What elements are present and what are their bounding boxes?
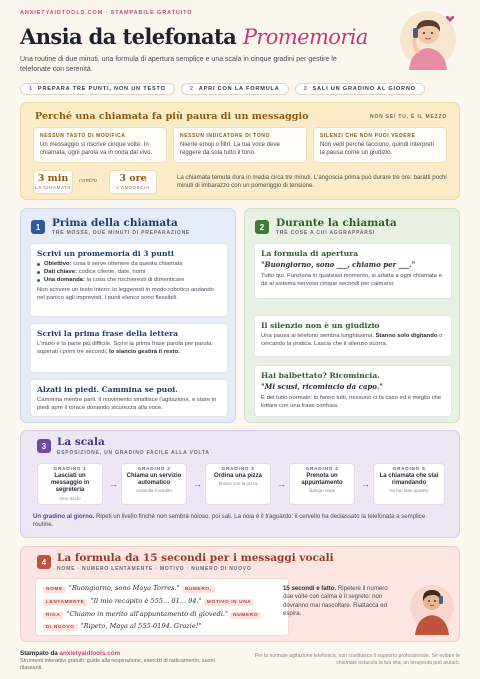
step-heading: GRADINO 1 [53, 467, 87, 472]
steps-row [20, 83, 460, 95]
card-title: Hai balbettato? Ricomincia. [261, 371, 380, 380]
card-first-sentence [30, 323, 228, 373]
fact-heading: SILENZI CHE NON PUOI VEDERE [320, 133, 416, 139]
call-duration-label: LA CHIAMATA [35, 185, 71, 190]
section-subtitle: NOME · NUMERO LENTAMENTE · MOTIVO · NUMERO DI NUOVO [57, 566, 252, 572]
section-subtitle: TRE MOSSE, DUE MINUTI DI PREPARAZIONE [52, 230, 191, 236]
title-accent: Promemoria [242, 25, 368, 49]
footer-printed-from: Stampato da anxietyaidtools.com [20, 650, 121, 657]
fact-heading: NESSUN INDICATORE DI TONO [180, 133, 271, 139]
footer-site-link[interactable]: anxietyaidtools.com [59, 650, 121, 657]
section-subtitle: ESPOSIZIONE, UN GRADINO FACILE ALLA VOLTA [57, 450, 210, 456]
step-pill-1 [20, 83, 175, 95]
fact-card-no-edit [33, 127, 167, 163]
person-on-phone-illustration [395, 8, 461, 70]
step-pill-2 [181, 83, 289, 95]
section-subtitle: TRE COSE A CUI AGGRAPPARSI [276, 230, 376, 236]
list-item: Una domanda: la cosa che rischieresti di dimenticare [37, 276, 221, 284]
ladder-step-5 [373, 463, 445, 505]
section-title: La scala [57, 436, 105, 448]
card-three-points [30, 243, 228, 317]
card-restart [254, 365, 452, 417]
ladder-step-1 [37, 463, 103, 505]
list-item: Obiettivo: cosa ti serve ottenere da questa chiamata [37, 260, 221, 268]
section-number-badge: 2 [255, 220, 269, 234]
restart-quote: "Mi scusi, ricomincio da capo." [261, 382, 383, 391]
step-label: SALI UN GRADINO AL GIORNO [312, 86, 416, 92]
footer-disclaimer: Per la normale agitazione telefonica, non costituisce il supporto professionale. Se evitare le chiamate ostacola la tua vita, un terapeuta può aiutarti. [254, 653, 460, 666]
bullet-list [37, 260, 221, 284]
card-title: Scrivi un promemoria di 3 punti [37, 249, 174, 258]
step-heading: GRADINO 3 [221, 467, 255, 472]
section-during-call [244, 208, 460, 423]
section-ladder [20, 430, 460, 538]
section-number-badge: 4 [37, 555, 51, 569]
step-label: APRI CON LA FORMULA [198, 86, 280, 92]
arrow-right-icon: → [277, 479, 286, 489]
section-number-badge: 3 [37, 439, 51, 453]
script-line: RIGA "Chiamo in merito all'appuntamento di giovedì." NUMERO [43, 609, 281, 622]
footer-left [20, 650, 220, 672]
fact-text: Non vedi perché tacciono, quindi interpreti la pausa come un giudizio. [320, 141, 434, 157]
opening-quote: "Buongiorno, sono ___, chiamo per ___." [261, 260, 416, 269]
fact-card-silence [313, 127, 447, 163]
script-line: LENTAMENTE "Il mio recapito è 555... 01... 94." MOTIVO IN UNA [43, 596, 281, 609]
ladder-step-3 [205, 463, 271, 505]
step-title: Prenota un appuntamento [301, 473, 343, 487]
versus-label: contro [79, 178, 98, 184]
ladder-note: Un gradino al giorno. Ripeti un livello finché non sembra noioso, poi sali. La noia è il traguardo: il cervello ha declassato la telefonata a semplice routine. [33, 513, 426, 529]
step-title: Ordina una pizza [213, 473, 262, 479]
step-note: finisce con la pizza [218, 481, 258, 487]
voicemail-script [35, 578, 289, 636]
call-duration-box [33, 170, 73, 194]
anxiety-duration-label: L'ANGOSCIA [116, 185, 150, 190]
step-number: 1 [29, 86, 33, 92]
anxiety-duration-value: 3 ore [119, 173, 147, 184]
arrow-right-icon: → [193, 479, 202, 489]
brand-label: ANXIETYAIDTOOLS.COM · STAMPABILE GRATUITO [20, 10, 193, 16]
step-note: zero rischi [59, 495, 81, 501]
why-section [20, 102, 460, 200]
card-stand-up [30, 379, 228, 417]
why-side-label: NON SEI TU, È IL MEZZO [370, 114, 447, 120]
script-line: NOME "Buongiorno, sono Maya Torres." NUMERO, [43, 583, 281, 596]
fact-text: Niente emoji o filtri. La tua voce deve reggere da sola tutto il tono. [180, 141, 280, 157]
script-line: DI NUOVO "Ripeto, Maya al 555-0194. Grazie!" [43, 621, 281, 634]
section-before-call [20, 208, 236, 423]
arrow-right-icon: → [109, 479, 118, 489]
card-title: La formula di apertura [261, 249, 359, 258]
ladder-step-2 [121, 463, 187, 505]
footer-description: Strumenti interattivi gratuiti: guide alla respirazione, esercizi di radicamento, suoni rilassanti. [20, 658, 215, 671]
card-title: Il silenzio non è un giudizio [261, 321, 380, 330]
fact-card-no-tone [173, 127, 307, 163]
card-text: È del tutto normale: lo fanno tutti, nessuno ci fa caso ed è meglio che lottare con una frase confusa. [261, 395, 442, 409]
step-number: 2 [189, 86, 194, 92]
card-text: L'inizio è la parte più difficile. Scrivi la prima frase parola per parola: superati i primi tre secondi, lo slancio gestirà il resto. [37, 341, 213, 355]
why-title: Perché una chiamata fa più paura di un messaggio [35, 111, 309, 122]
step-heading: GRADINO 4 [305, 467, 339, 472]
section-title: La formula da 15 secondi per i messaggi vocali [57, 552, 334, 564]
why-note: La chiamata temuta dura in media circa tre minuti. L'angoscia prima può durare tre ore: baratti pochi minuti di imbarazzo con un pomeriggio di tensione. [177, 174, 447, 190]
step-pill-3 [295, 83, 425, 95]
fact-heading: NESSUN TASTO DI MODIFICA [40, 133, 126, 139]
ladder-step-4 [289, 463, 355, 505]
card-opening-formula [254, 243, 452, 299]
section-number-badge: 1 [31, 220, 45, 234]
step-heading: GRADINO 5 [392, 467, 426, 472]
section-voicemail [20, 546, 460, 642]
call-duration-value: 3 min [37, 173, 69, 184]
card-title: Alzati in piedi. Cammina se puoi. [37, 385, 178, 394]
step-title: Chiama un servizio automatico [126, 473, 182, 487]
step-note: ne hai fatte quattro [389, 488, 429, 494]
step-number: 3 [303, 86, 308, 92]
anxiety-duration-box [109, 170, 157, 194]
title-main: Ansia da telefonata [20, 24, 243, 49]
section-title: Durante la chiamata [276, 217, 397, 229]
step-title: Lasciati un messaggio in segreteria [50, 473, 90, 494]
voicemail-note: 15 secondi e fatto. Ripetere il numero due volte con calma è il segreto: non dovranno mai riascoltare. Riattacca ed espira. [283, 585, 388, 617]
list-item: Dati chiave: codice cliente, date, nomi [37, 268, 221, 276]
arrow-right-icon: → [361, 479, 370, 489]
card-title: Scrivi la prima frase della lettera [37, 329, 179, 338]
card-text: Cammina mentre parli. Il movimento smaltisce l'agitazione, e stare in piedi apre il torace donando sicurezza alla voce. [37, 397, 217, 411]
step-title: La chiamata che stai rimandando [379, 473, 439, 487]
page-title [20, 24, 368, 49]
step-note: controlla il credito [136, 488, 172, 494]
step-heading: GRADINO 2 [137, 467, 171, 472]
step-note: dialogo reale [308, 488, 336, 494]
card-text: Tutto qui. Funziona in qualsiasi momento, si adatta a ogni chiamata e dà al sistema nervoso cinque secondi per calmarsi. [261, 273, 442, 287]
fact-text: Un messaggio si riscrive cinque volte. In chiamata, ogni parola va in onda dal vivo. [40, 141, 153, 157]
step-label: PREPARA TRE PUNTI, NON UN TESTO [37, 86, 166, 92]
card-text: Una pausa al telefono sembra lunghissima. Stanno solo digitando o cercando la pratica. Lascia che il silenzio scorra. [261, 333, 443, 347]
card-text: Non scrivere un testo intero: lo leggeresti in modo robotico andando nel panico agli imprevisti. I punti elenco sono flessibili. [37, 287, 214, 301]
intro-text: Una routine di due minuti, una formula di apertura semplice e una scala in cinque gradini per gestire le telefonate con serenità. [20, 56, 337, 73]
person-listening-illustration [409, 577, 455, 635]
section-title: Prima della chiamata [52, 217, 178, 229]
card-silence [254, 315, 452, 357]
